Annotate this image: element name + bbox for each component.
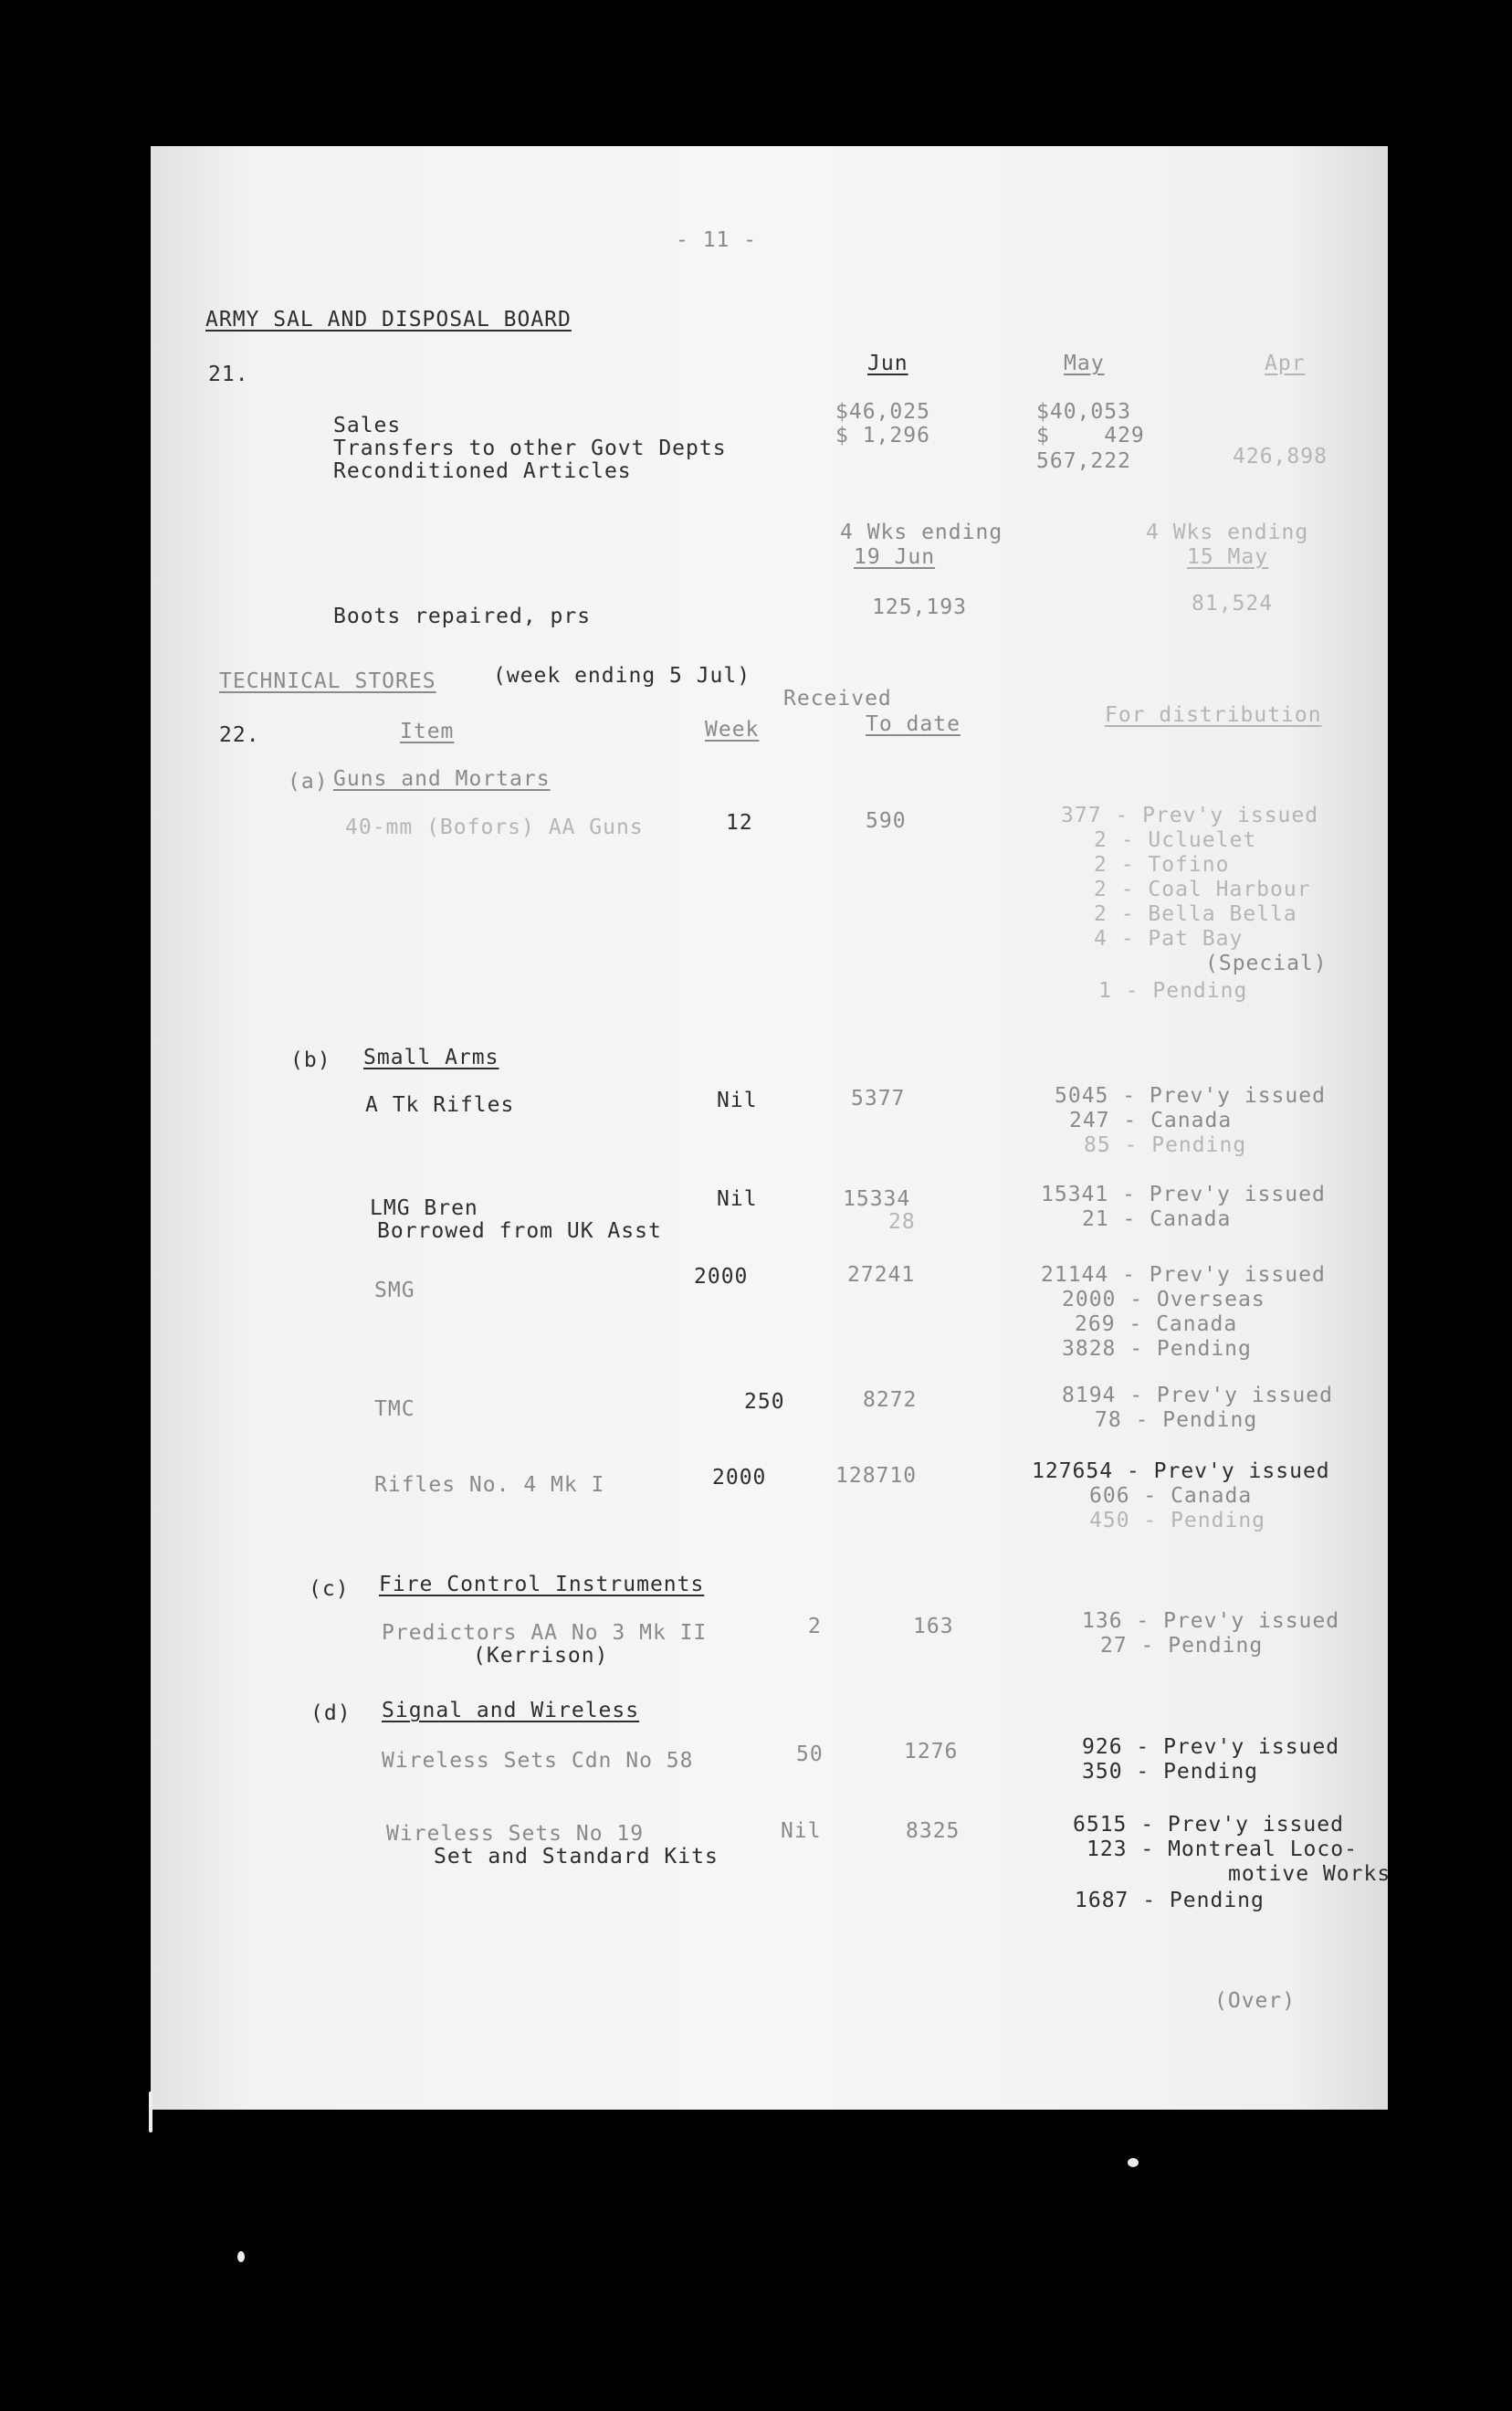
dist-line: motive Works xyxy=(1228,1862,1391,1886)
col-week: Week xyxy=(705,718,760,742)
may-value: $40,053 xyxy=(1036,400,1131,424)
dist-line: 2 - Ucluelet xyxy=(1094,828,1257,852)
jun-value: $46,025 xyxy=(835,400,930,424)
item-week: Nil xyxy=(717,1187,758,1211)
dist-line: 1687 - Pending xyxy=(1075,1889,1265,1912)
item-name: Wireless Sets No 19 xyxy=(386,1822,645,1846)
boots-label: Boots repaired, prs xyxy=(333,605,592,628)
item-name: 40-mm (Bofors) AA Guns xyxy=(345,816,644,839)
item-todate: 8272 xyxy=(863,1388,918,1412)
may-value: $ 429 xyxy=(1036,424,1145,447)
item-name: Predictors AA No 3 Mk II xyxy=(382,1621,708,1645)
dist-line: 1 - Pending xyxy=(1098,979,1248,1003)
item-name: SMG xyxy=(374,1279,415,1302)
row-label: Reconditioned Articles xyxy=(333,459,632,483)
group-label: (c) xyxy=(309,1577,350,1601)
item-week: 50 xyxy=(796,1742,824,1766)
dist-line: 606 - Canada xyxy=(1089,1484,1253,1508)
group-label: (b) xyxy=(290,1048,331,1072)
dist-line: 377 - Prev'y issued xyxy=(1061,804,1319,827)
group-title: Signal and Wireless xyxy=(382,1699,640,1722)
period-2-line: 4 Wks ending xyxy=(1146,521,1309,544)
item-todate: 163 xyxy=(913,1615,954,1638)
month-apr: Apr xyxy=(1265,352,1306,375)
dist-line: 21144 - Prev'y issued xyxy=(1041,1263,1326,1287)
item-week: 12 xyxy=(726,811,753,835)
dist-line: 15341 - Prev'y issued xyxy=(1041,1183,1326,1206)
film-speck xyxy=(1128,2158,1139,2167)
item-week: Nil xyxy=(781,1819,822,1843)
item-name: Set and Standard Kits xyxy=(434,1845,719,1869)
section-22-heading-note: (week ending 5 Jul) xyxy=(493,664,751,688)
dist-line: 85 - Pending xyxy=(1084,1133,1247,1157)
dist-line: 4 - Pat Bay xyxy=(1094,927,1244,951)
boots-value-2: 81,524 xyxy=(1192,592,1274,616)
dist-line: (Special) xyxy=(1205,952,1328,975)
item-week: 250 xyxy=(744,1390,785,1414)
dist-line: 2000 - Overseas xyxy=(1062,1288,1265,1311)
group-title: Guns and Mortars xyxy=(333,767,551,791)
dist-line: 8194 - Prev'y issued xyxy=(1062,1384,1333,1407)
month-may: May xyxy=(1064,352,1105,375)
section-21-heading: ARMY SAL AND DISPOSAL BOARD xyxy=(205,308,572,332)
dist-line: 27 - Pending xyxy=(1100,1634,1264,1658)
dist-line: 6515 - Prev'y issued xyxy=(1073,1813,1344,1837)
row-label: Transfers to other Govt Depts xyxy=(333,437,727,460)
item-todate: 15334 xyxy=(843,1187,911,1211)
col-todate: To date xyxy=(866,712,961,736)
dist-line: 450 - Pending xyxy=(1089,1509,1266,1532)
dist-line: 2 - Coal Harbour xyxy=(1094,878,1311,901)
item-week: 2000 xyxy=(712,1466,767,1490)
dist-line: 21 - Canada xyxy=(1082,1207,1232,1231)
item-todate: 5377 xyxy=(851,1087,906,1111)
dist-line: 2 - Tofino xyxy=(1094,853,1230,877)
apr-value: 426,898 xyxy=(1233,445,1328,469)
item-todate: 27241 xyxy=(847,1263,916,1287)
film-speck xyxy=(149,2091,152,2132)
item-todate: 1276 xyxy=(904,1740,959,1764)
item-week: Nil xyxy=(717,1089,758,1112)
boots-value-1: 125,193 xyxy=(872,595,967,619)
item-name: Wireless Sets Cdn No 58 xyxy=(382,1749,694,1773)
item-name: Borrowed from UK Asst xyxy=(377,1219,662,1243)
dist-line: 78 - Pending xyxy=(1095,1408,1258,1432)
item-todate-2: 28 xyxy=(888,1210,916,1234)
col-distribution: For distribution xyxy=(1105,703,1322,727)
period-2-line: 15 May xyxy=(1187,545,1269,569)
item-todate: 8325 xyxy=(906,1819,961,1843)
item-name: TMC xyxy=(374,1397,415,1421)
section-22-number: 22. xyxy=(219,723,260,747)
dist-line: 123 - Montreal Loco- xyxy=(1087,1837,1358,1861)
col-received: Received xyxy=(783,687,892,711)
period-1-line: 19 Jun xyxy=(854,545,936,569)
dist-line: 136 - Prev'y issued xyxy=(1082,1609,1340,1633)
item-todate: 590 xyxy=(866,809,907,833)
item-name: A Tk Rifles xyxy=(365,1093,515,1117)
group-title: Fire Control Instruments xyxy=(379,1573,705,1596)
group-label: (a) xyxy=(288,770,329,794)
dist-line: 5045 - Prev'y issued xyxy=(1055,1084,1326,1108)
col-item: Item xyxy=(400,720,455,743)
item-todate: 128710 xyxy=(835,1464,918,1488)
item-week: 2 xyxy=(808,1615,822,1638)
dist-line: 269 - Canada xyxy=(1075,1312,1238,1336)
may-value: 567,222 xyxy=(1036,449,1131,473)
period-1-line: 4 Wks ending xyxy=(840,521,1003,544)
dist-line: 350 - Pending xyxy=(1082,1760,1259,1784)
group-title: Small Arms xyxy=(363,1046,499,1069)
section-22-heading: TECHNICAL STORES xyxy=(219,669,436,693)
dist-line: 2 - Bella Bella xyxy=(1094,902,1297,926)
dist-line: 127654 - Prev'y issued xyxy=(1032,1459,1330,1483)
film-speck xyxy=(237,2251,245,2262)
month-jun: Jun xyxy=(867,352,908,375)
item-name: Rifles No. 4 Mk I xyxy=(374,1473,605,1497)
footer-over: (Over) xyxy=(1214,1989,1297,2013)
section-21-number: 21. xyxy=(208,363,249,386)
item-week: 2000 xyxy=(694,1265,749,1289)
row-label: Sales xyxy=(333,414,402,437)
page-number: - 11 - xyxy=(676,228,758,252)
dist-line: 3828 - Pending xyxy=(1062,1337,1252,1361)
dist-line: 926 - Prev'y issued xyxy=(1082,1735,1340,1759)
jun-value: $ 1,296 xyxy=(835,424,930,447)
group-label: (d) xyxy=(310,1701,352,1725)
dist-line: 247 - Canada xyxy=(1069,1109,1233,1132)
item-name: LMG Bren xyxy=(370,1196,478,1220)
item-name: (Kerrison) xyxy=(473,1644,609,1668)
